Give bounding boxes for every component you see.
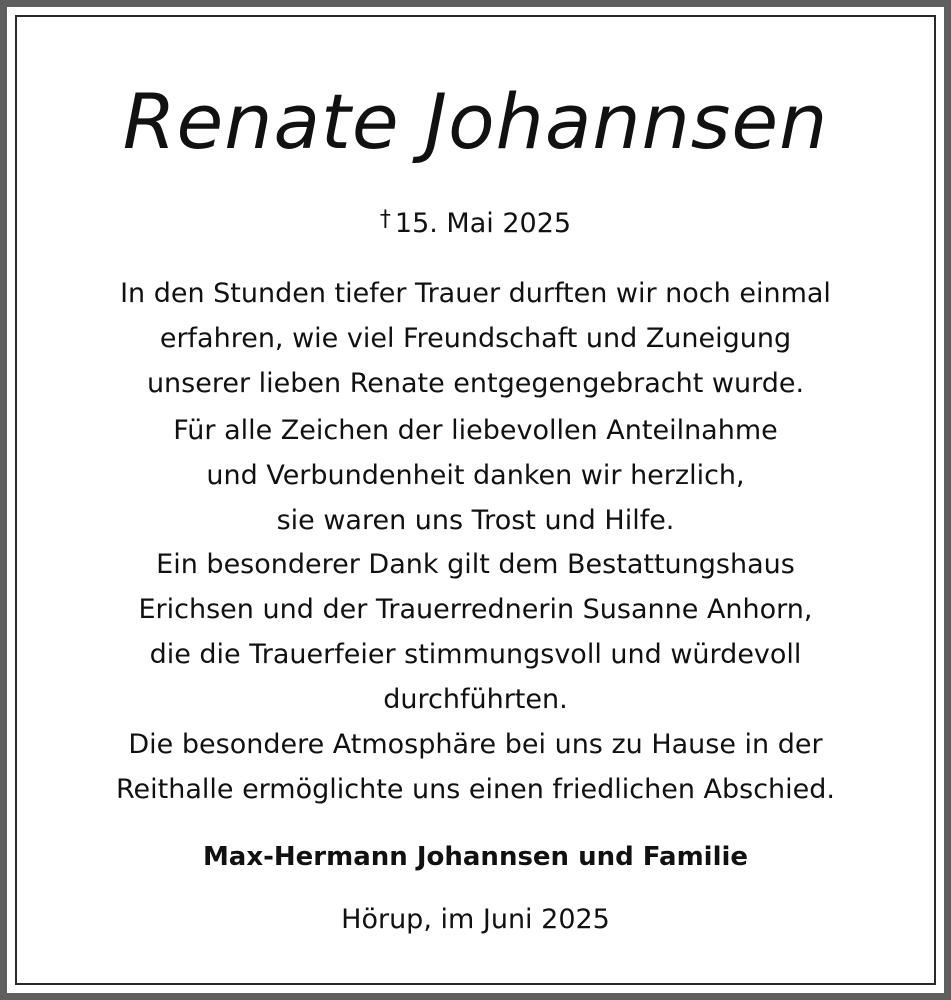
place-and-date: Hörup, im Juni 2025 [341,904,610,935]
death-date-line [0,202,951,242]
paragraph-line: unserer lieben Renate entgegengebracht wurde. [146,368,805,399]
paragraph-line: Die besondere Atmosphäre bei uns zu Hause in der [128,729,823,760]
paragraph-line: durchführten. [383,684,568,715]
paragraph-line: Erichsen und der Trauerrednerin Susanne Anhorn, [138,594,813,625]
paragraph-thanks [0,408,951,543]
paragraph-special-thanks [0,542,951,722]
death-date: 15. Mai 2025 [394,208,572,239]
paragraph-line: sie waren uns Trost und Hilfe. [276,505,675,536]
paragraph-atmosphere [0,722,951,812]
paragraph-line: Ein besonderer Dank gilt dem Bestattungshaus [156,549,795,580]
paragraph-line: Für alle Zeichen der liebevollen Anteilnahme [173,415,778,446]
deceased-name: Renate Johannsen [122,77,829,166]
paragraph-line: In den Stunden tiefer Trauer durften wir noch einmal [120,278,831,309]
family-signature: Max-Hermann Johannsen und Familie [202,842,749,872]
cross-icon: † [379,207,391,232]
paragraph-line: Reithalle ermöglichte uns einen friedlichen Abschied. [115,774,836,805]
paragraph-line: und Verbundenheit danken wir herzlich, [206,460,745,491]
paragraph-gratitude [0,271,951,406]
paragraph-line: die die Trauerfeier stimmungsvoll und würdevoll [149,639,802,670]
paragraph-line: erfahren, wie viel Freundschaft und Zuneigung [159,323,792,354]
